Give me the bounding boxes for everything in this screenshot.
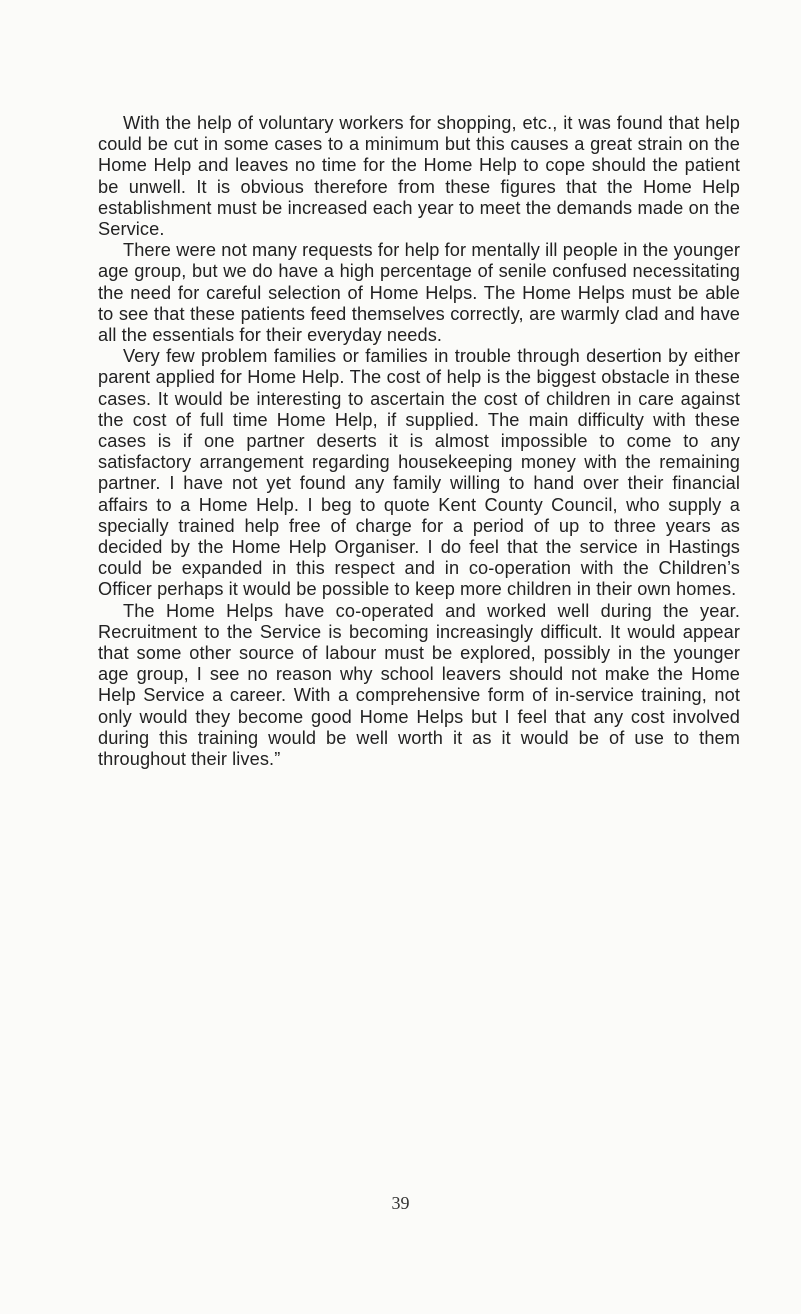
paragraph-4: The Home Helps have co-operated and worked well during the year. Recruitment to the Service is becoming increasingly difficult. It would appear that some other source of labour must be explored, possibly in the younger age group, I see no reason why school leavers should not make the Home Help Service a career. With a comprehensive form of in-service training, not only would they become good Home Helps but I feel that any cost involved during this training would be well worth it as it would be of use to them throughout their lives.” [98,600,740,770]
paragraph-1: With the help of voluntary workers for shopping, etc., it was found that help could be cut in some cases to a minimum but this causes a great strain on the Home Help and leaves no time for the Home Help to cope should the patient be unwell. It is obvious therefore from these figures that the Home Help establishment must be increased each year to meet the demands made on the Service. [98,113,740,240]
document-body [98,113,740,770]
page-number: 39 [391,1193,410,1213]
paragraph-3: Very few problem families or families in trouble through desertion by either parent applied for Home Help. The cost of help is the biggest obstacle in these cases. It would be interesting to ascertain the cost of children in care against the cost of full time Home Help, if supplied. The main difficulty with these cases is if one partner deserts it is almost impossible to come to any satisfactory arrangement regarding housekeeping money with the remaining partner. I have not yet found any family willing to hand over their financial affairs to a Home Help. I beg to quote Kent County Council, who supply a specially trained help free of charge for a period of up to three years as decided by the Home Help Organiser. I do feel that the service in Hastings could be expanded in this respect and in co-operation with the Children’s Officer perhaps it would be possible to keep more children in their own homes. [98,346,740,600]
paragraph-2: There were not many requests for help for mentally ill people in the younger age group, but we do have a high percentage of senile confused necessitating the need for careful selection of Home Helps. The Home Helps must be able to see that these patients feed themselves correctly, are warmly clad and have all the essentials for their everyday needs. [98,240,740,346]
